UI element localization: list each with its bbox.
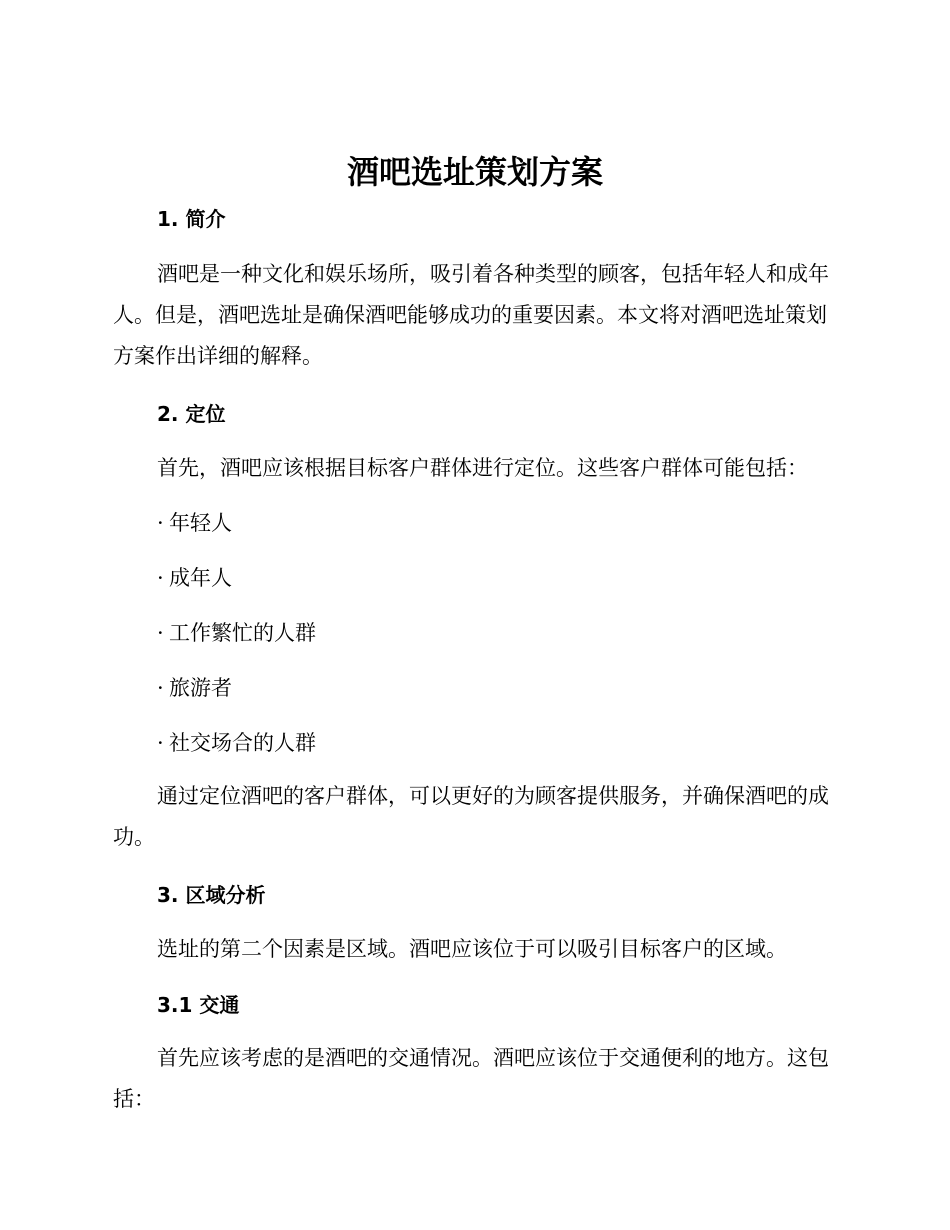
section-heading-intro: 1. 简介	[157, 207, 226, 231]
section-heading-area: 3. 区域分析	[157, 883, 266, 907]
list-item: · 工作繁忙的人群	[157, 618, 316, 648]
section-heading-positioning: 2. 定位	[157, 402, 226, 426]
section-heading-traffic: 3.1 交通	[157, 993, 240, 1017]
list-item: · 社交场合的人群	[157, 728, 316, 758]
bullet-icon: ·	[157, 731, 164, 755]
paragraph-area-lead: 选址的第二个因素是区域。酒吧应该位于可以吸引目标客户的区域。	[157, 937, 787, 961]
bullet-icon: ·	[157, 621, 164, 645]
list-item: · 成年人	[157, 563, 232, 593]
bullet-icon: ·	[157, 566, 164, 590]
document-title: 酒吧选址策划方案	[346, 153, 603, 191]
paragraph-positioning-lead: 首先，酒吧应该根据目标客户群体进行定位。这些客户群体可能包括：	[157, 456, 808, 480]
list-item: · 年轻人	[157, 508, 232, 538]
paragraph-traffic: 首先应该考虑的是酒吧的交通情况。酒吧应该位于交通便利的地方。这包括：	[113, 1046, 829, 1111]
paragraph-intro: 酒吧是一种文化和娱乐场所，吸引着各种类型的顾客，包括年轻人和成年人。但是，酒吧选址是确保酒吧能够成功的重要因素。本文将对酒吧选址策划方案作出详细的解释。	[113, 262, 829, 368]
bullet-icon: ·	[157, 511, 164, 535]
bullet-icon: ·	[157, 676, 164, 700]
list-item: · 旅游者	[157, 673, 232, 703]
paragraph-positioning-closing: 通过定位酒吧的客户群体，可以更好的为顾客提供服务，并确保酒吧的成功。	[113, 784, 829, 849]
